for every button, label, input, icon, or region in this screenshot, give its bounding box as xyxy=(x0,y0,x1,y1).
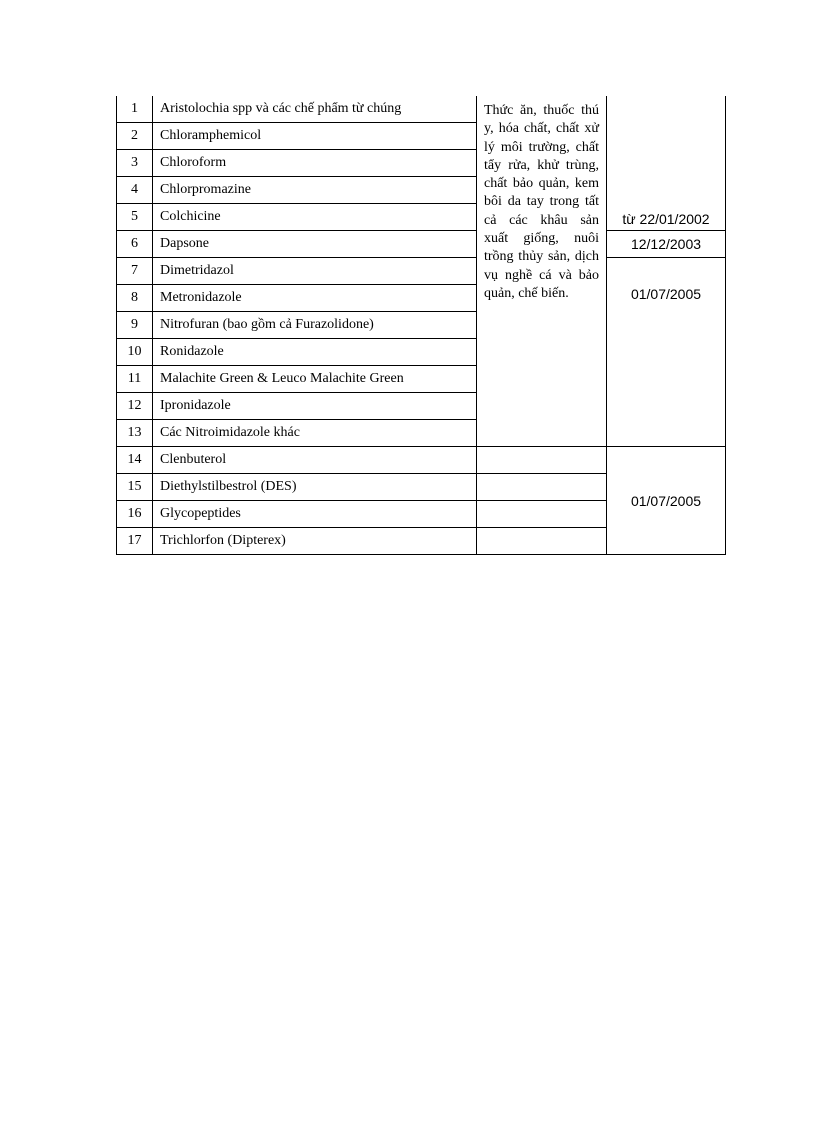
effective-date-group-d: 01/07/2005 xyxy=(607,447,726,555)
usage-scope-empty xyxy=(477,528,607,555)
row-number: 12 xyxy=(117,393,153,420)
banned-substances-table xyxy=(116,96,726,555)
substance-name: Nitrofuran (bao gồm cả Furazolidone) xyxy=(153,312,477,339)
row-number: 3 xyxy=(117,150,153,177)
substance-name: Chloroform xyxy=(153,150,477,177)
substance-name: Ipronidazole xyxy=(153,393,477,420)
substance-name: Chloramphemicol xyxy=(153,123,477,150)
usage-scope-empty xyxy=(477,474,607,501)
row-number: 14 xyxy=(117,447,153,474)
row-number: 11 xyxy=(117,366,153,393)
row-number: 9 xyxy=(117,312,153,339)
usage-scope-empty xyxy=(477,447,607,474)
row-number: 7 xyxy=(117,258,153,285)
row-number: 5 xyxy=(117,204,153,231)
table-row xyxy=(117,447,726,474)
row-number: 1 xyxy=(117,96,153,123)
substance-name: Clenbuterol xyxy=(153,447,477,474)
substance-name: Dapsone xyxy=(153,231,477,258)
substance-name: Diethylstilbestrol (DES) xyxy=(153,474,477,501)
usage-scope-empty xyxy=(477,501,607,528)
substance-name: Glycopeptides xyxy=(153,501,477,528)
effective-date-group-a: từ 22/01/2002 xyxy=(607,96,726,231)
row-number: 4 xyxy=(117,177,153,204)
effective-date-group-c: 01/07/2005 xyxy=(607,258,726,447)
effective-date-group-b: 12/12/2003 xyxy=(607,231,726,258)
substance-name: Metronidazole xyxy=(153,285,477,312)
substance-name: Malachite Green & Leuco Malachite Green xyxy=(153,366,477,393)
substance-name: Chlorpromazine xyxy=(153,177,477,204)
substance-name: Trichlorfon (Dipterex) xyxy=(153,528,477,555)
substance-name: Dimetridazol xyxy=(153,258,477,285)
substance-name: Ronidazole xyxy=(153,339,477,366)
table-row xyxy=(117,96,726,123)
row-number: 8 xyxy=(117,285,153,312)
usage-scope-cell: Thức ăn, thuốc thú y, hóa chất, chất xử lý môi trường, chất tẩy rửa, khử trùng, chất bảo quản, kem bôi da tay trong tất cả các khâu sản xuất giống, nuôi trồng thủy sản, dịch vụ nghề cá và bảo quản, chế biến. xyxy=(477,96,607,447)
row-number: 2 xyxy=(117,123,153,150)
row-number: 10 xyxy=(117,339,153,366)
row-number: 13 xyxy=(117,420,153,447)
substance-name: Aristolochia spp và các chế phẩm từ chúng xyxy=(153,96,477,123)
row-number: 15 xyxy=(117,474,153,501)
row-number: 17 xyxy=(117,528,153,555)
row-number: 6 xyxy=(117,231,153,258)
substance-name: Colchicine xyxy=(153,204,477,231)
table-row xyxy=(117,231,726,258)
substance-name: Các Nitroimidazole khác xyxy=(153,420,477,447)
table-row xyxy=(117,258,726,285)
row-number: 16 xyxy=(117,501,153,528)
